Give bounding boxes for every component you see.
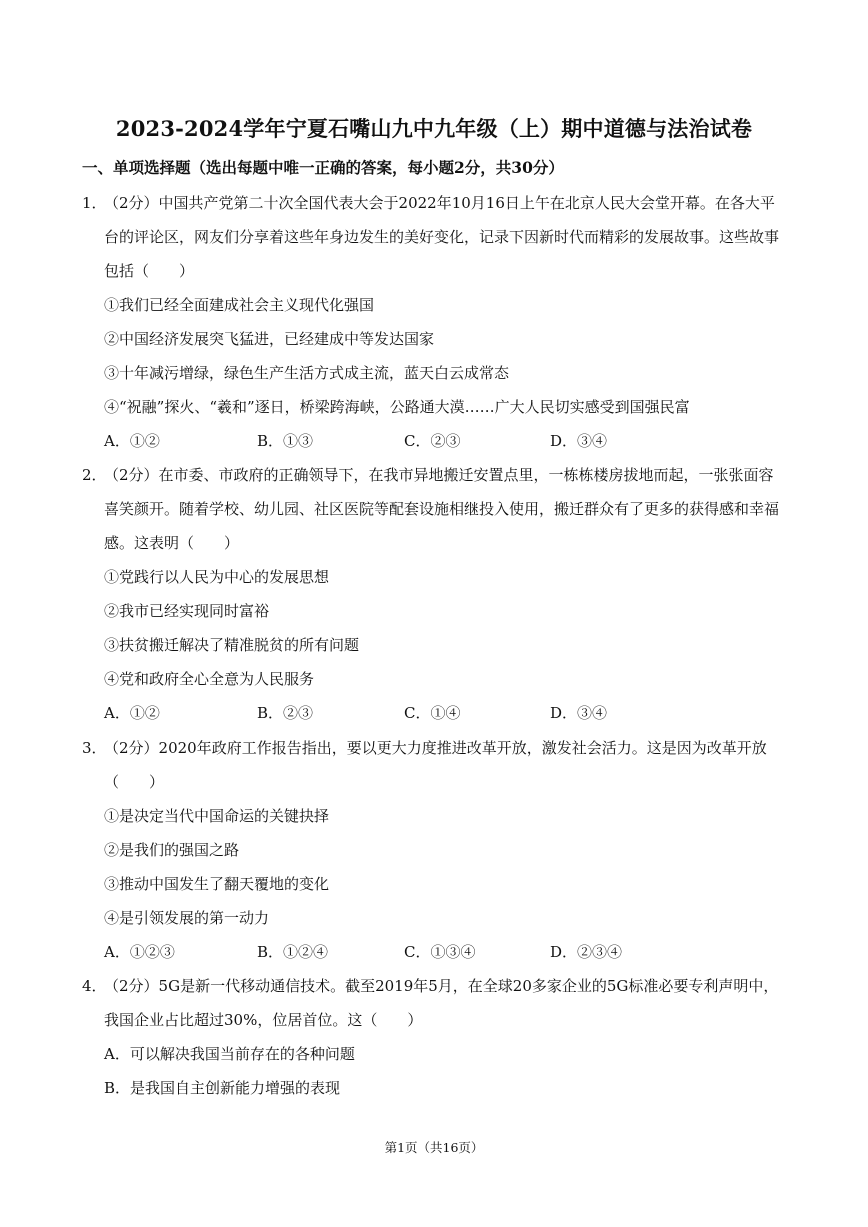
question-stem-line: 喜笑颜开。随着学校、幼儿园、社区医院等配套设施相继投入使用，搬迁群众有了更多的获得感和幸福 [104,500,780,518]
statement-option: ②中国经济发展突飞猛进，已经建成中等发达国家 [104,330,435,348]
choice-a[interactable]: A．①②③ [104,943,175,961]
answer-choices [82,935,788,969]
choice-c[interactable]: C．①③④ [404,943,476,961]
statement-option: ④党和政府全心全意为人民服务 [104,670,315,688]
choice-b[interactable]: B．②③ [257,704,314,722]
choice-a[interactable]: A．可以解决我国当前存在的各种问题 [104,1045,355,1063]
statement-option: ①是决定当代中国命运的关键抉择 [104,807,330,825]
page-title: 2023-2024学年宁夏石嘴山九中九年级（上）期中道德与法治试卷 [115,116,753,141]
question-stem-line: （2分）在市委、市政府的正确领导下，在我市异地搬迁安置点里，一栋栋楼房拔地而起，一张张面容 [104,466,774,484]
choice-b[interactable]: B．是我国自主创新能力增强的表现 [104,1079,341,1097]
choice-d[interactable]: D．③④ [550,704,608,722]
question-2 [82,458,788,730]
answer-choices [82,424,788,458]
question-stem-line: （2分）2020年政府工作报告指出，要以更大力度推进改革开放，激发社会活力。这是因为改革开放 [104,739,767,757]
question-1 [82,186,788,458]
answer-choices [82,696,788,730]
statement-option: ③十年减污增绿，绿色生产生活方式成主流，蓝天白云成常态 [104,364,510,382]
statement-option: ④“祝融”探火、“羲和”逐日，桥梁跨海峡，公路通大漠……广大人民切实感受到国强民富 [104,398,690,416]
question-number: 2． [82,466,107,484]
statement-option: ②我市已经实现同时富裕 [104,602,270,620]
question-stem-line: （ ） [104,773,165,791]
question-number: 3． [82,739,107,757]
statement-option: ①党践行以人民为中心的发展思想 [104,568,330,586]
statement-option: ②是我们的强国之路 [104,841,240,859]
question-3 [82,731,788,969]
statement-option: ③扶贫搬迁解决了精准脱贫的所有问题 [104,636,360,654]
choice-d[interactable]: D．③④ [550,432,608,450]
choice-c[interactable]: C．①④ [404,704,461,722]
choice-d[interactable]: D．②③④ [550,943,623,961]
section-heading: 一、单项选择题（选出每题中唯一正确的答案，每小题2分，共30分） [82,158,564,177]
choice-a[interactable]: A．①② [104,432,160,450]
choice-c[interactable]: C．②③ [404,432,461,450]
statement-option: ④是引领发展的第一动力 [104,909,270,927]
question-stem-line: 包括（ ） [104,262,195,280]
question-stem-line: （2分）中国共产党第二十次全国代表大会于2022年10月16日上午在北京人民大会堂开幕。在各大平 [104,194,775,212]
page-footer: 第1页（共16页） [384,1140,484,1155]
question-4 [82,969,788,1105]
choice-b[interactable]: B．①②④ [257,943,329,961]
question-stem-line: 台的评论区，网友们分享着这些年身边发生的美好变化，记录下因新时代而精彩的发展故事。这些故事 [104,228,780,246]
question-stem-line: 我国企业占比超过30%，位居首位。这（ ） [104,1011,423,1029]
question-stem-line: （2分）5G是新一代移动通信技术。截至2019年5月，在全球20多家企业的5G标准必要专利声明中， [104,977,779,995]
question-stem-line: 感。这表明（ ） [104,534,240,552]
choice-b[interactable]: B．①③ [257,432,314,450]
choice-a[interactable]: A．①② [104,704,160,722]
question-number: 1． [82,194,107,212]
question-number: 4． [82,977,107,995]
statement-option: ③推动中国发生了翻天覆地的变化 [104,875,330,893]
statement-option: ①我们已经全面建成社会主义现代化强国 [104,296,375,314]
